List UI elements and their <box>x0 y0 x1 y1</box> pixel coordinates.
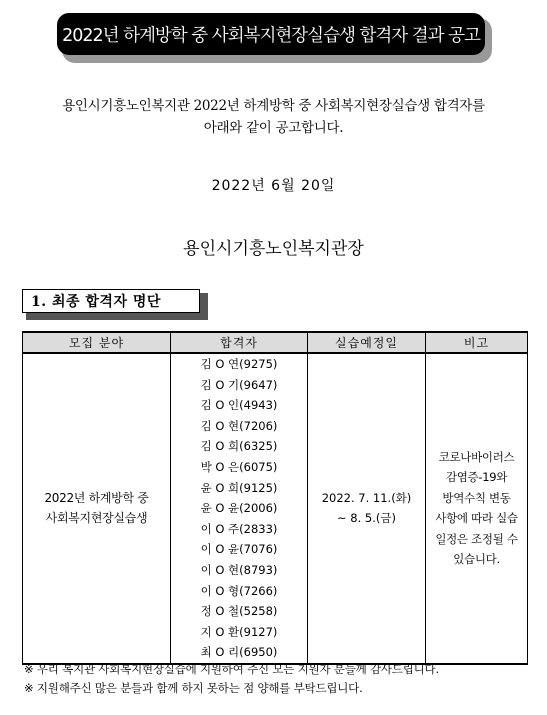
table-row <box>23 353 528 664</box>
applicants-cell <box>171 353 308 664</box>
applicant-name: 김 O 희(6325) <box>200 439 278 454</box>
field-cell <box>23 353 171 664</box>
applicant-name: 지 O 환(9127) <box>200 624 278 639</box>
applicant-name: 김 O 연(9275) <box>200 357 278 371</box>
note-line: 일정은 조정될 수 <box>435 531 518 546</box>
applicant-name: 김 O 기(9647) <box>200 377 278 392</box>
footnote-apology: ※ 지원해주신 많은 분들과 함께 하지 못하는 점 양해를 부탁드립니다. <box>24 681 363 695</box>
applicant-name: 윤 O 희(9125) <box>200 480 278 495</box>
note-line: 있습니다. <box>453 552 500 567</box>
title-banner <box>57 13 490 62</box>
header-period: 실습예정일 <box>308 332 426 353</box>
note-line: 사항에 따라 실습 <box>435 511 518 526</box>
applicant-name: 이 O 주(2833) <box>200 521 278 536</box>
field-line-1: 2022년 하계방학 중 <box>44 491 149 506</box>
period-line-1: 2022. 7. 11.(화) <box>321 491 412 506</box>
results-table <box>22 331 528 665</box>
note-cell <box>426 353 528 664</box>
period-line-2: ~ 8. 5.(금) <box>337 511 396 526</box>
applicant-name: 최 O 리(6950) <box>200 645 278 660</box>
note-line: 감염증-19와 <box>445 470 508 485</box>
intro-line-1: 용인시기흥노인복지관 2022년 하계방학 중 사회복지현장실습생 합격자를 <box>62 98 485 114</box>
header-applicants: 합격자 <box>171 332 308 353</box>
header-field: 모집 분야 <box>23 332 171 353</box>
note-line: 코로나바이러스 <box>438 449 515 464</box>
applicant-name: 이 O 형(7266) <box>200 583 278 598</box>
applicant-name: 윤 O 윤(2006) <box>200 501 278 516</box>
table-header-row <box>23 332 528 353</box>
section-header <box>22 289 208 320</box>
applicant-name: 김 O 인(4943) <box>200 398 278 413</box>
header-note: 비고 <box>426 332 528 353</box>
intro-line-2: 아래와 같이 공고합니다. <box>203 120 344 136</box>
organization-name: 용인시기흥노인복지관장 <box>183 239 364 259</box>
applicant-name: 박 O 은(6075) <box>200 459 278 474</box>
applicant-name: 이 O 현(8793) <box>200 562 278 577</box>
applicant-name: 정 O 철(5258) <box>200 604 278 619</box>
note-line: 방역수칙 변동 <box>442 490 511 505</box>
field-line-2: 사회복지현장실습생 <box>45 511 148 526</box>
page-title: 2022년 하계방학 중 사회복지현장실습생 합격자 결과 공고 <box>57 13 485 55</box>
period-cell <box>308 353 426 664</box>
announcement-date: 2022년 6월 20일 <box>211 178 336 194</box>
section-title: 1. 최종 합격자 명단 <box>22 289 200 313</box>
footnote-thanks: ※ 우리 복지관 사회복지현장실습에 지원하여 주신 모든 지원자 분들께 감사드립니다. <box>24 662 439 676</box>
applicant-name: 이 O 윤(7076) <box>200 542 278 557</box>
applicant-name: 김 O 현(7206) <box>200 418 278 433</box>
